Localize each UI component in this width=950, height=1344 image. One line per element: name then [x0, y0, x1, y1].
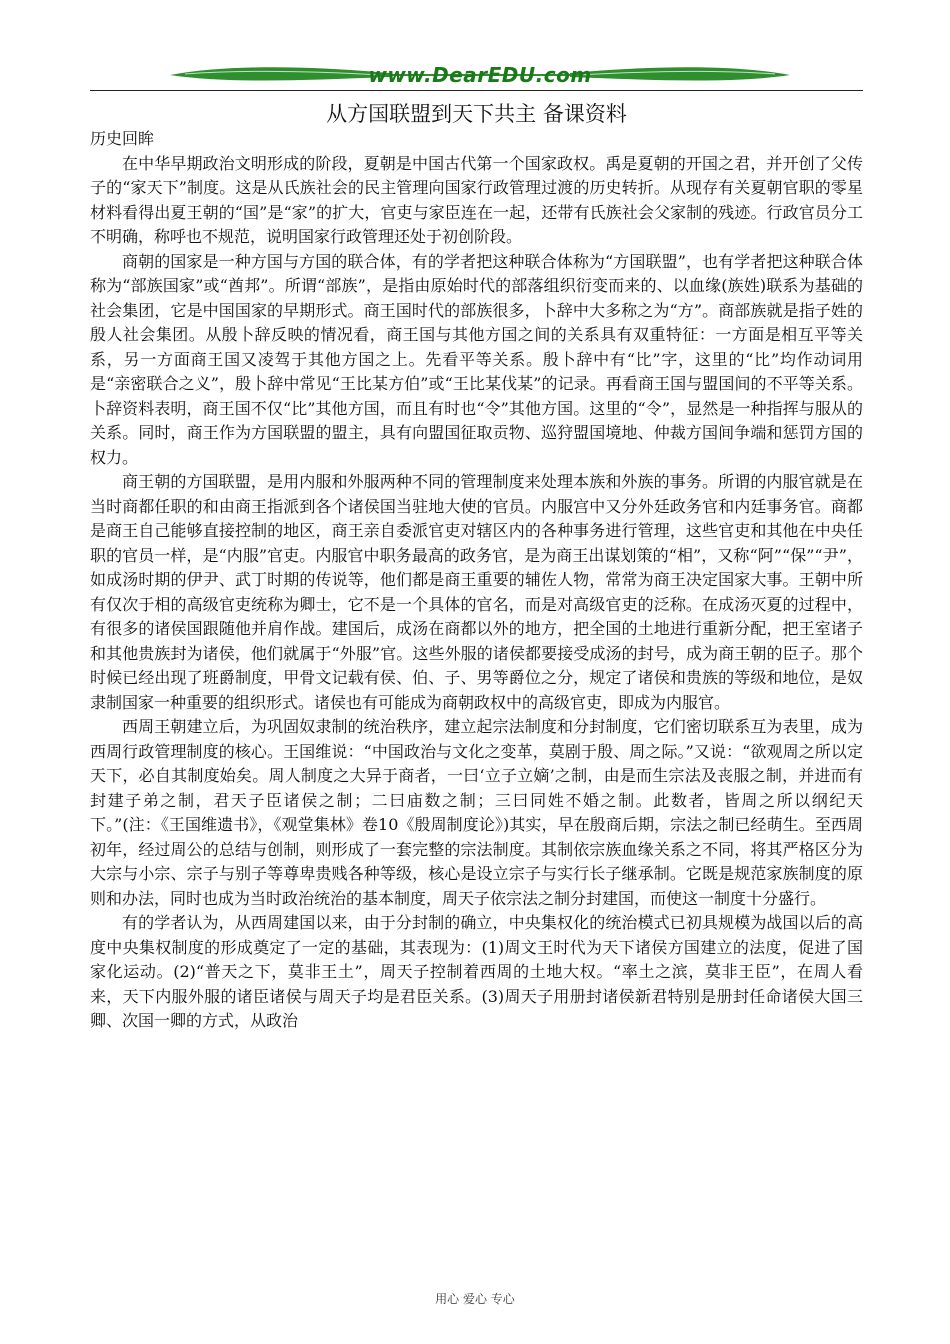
paragraph: 有的学者认为，从西周建国以来，由于分封制的确立，中央集权化的统治模式已初具规模为战国以后的高度中央集权制度的形成奠定了一定的基础，其表现为：(1)周文王时代为天下诸侯方国建立的法度，促进了国家化运动。(2)“普天之下，莫非王土”，周天子控制着西周的土地大权。“率土之滨，莫非王臣”，在周人看来，天下内服外服的诸臣诸侯与周天子均是君臣关系。(3)周天子用册封诸侯新君特别是册封任命诸侯大国三卿、次国一卿的方式，从政治	[90, 913, 863, 1030]
site-logo: www.DearEDU.com	[368, 63, 592, 87]
document-body	[90, 127, 863, 1034]
paragraph: 商朝的国家是一种方国与方国的联合体，有的学者把这种联合体称为“方国联盟”，也有学者把这种联合体称为“部族国家”或“酋邦”。所谓“部族”，是指由原始时代的部落组织衍变而来的、以血缘(族姓)联系为基础的社会集团，它是中国国家的早期形式。商王国时代的部族很多，卜辞中大多称之为“方”。商部族就是指子姓的殷人社会集团。从殷卜辞反映的情况看，商王国与其他方国之间的关系具有双重特征：一方面是相互平等关系，另一方面商王国又凌驾于其他方国之上。先看平等关系。殷卜辞中有“比”字，这里的“比”均作动词用是“亲密联合之义”，殷卜辞中常见“王比某方伯”或“王比某伐某”的记录。再看商王国与盟国间的不平等关系。卜辞资料表明，商王国不仅“比”其他方国，而且有时也“令”其他方国。这里的“令”，显然是一种指挥与服从的关系。同时，商王作为方国联盟的盟主，具有向盟国征取贡物、巡狩盟国境地、仲裁方国间争端和惩罚方国的权力。	[90, 251, 863, 467]
header-divider	[90, 90, 863, 91]
paragraph: 在中华早期政治文明形成的阶段，夏朝是中国古代第一个国家政权。禹是夏朝的开国之君，并开创了父传子的“家天下”制度。这是从氏族社会的民主管理向国家行政管理过渡的历史转折。从现存有关夏朝官职的零星材料看得出夏王朝的“国”是“家”的扩大，官吏与家臣连在一起，还带有氏族社会父家制的残迹。行政官员分工不明确，称呼也不规范，说明国家行政管理还处于初创阶段。	[90, 153, 863, 246]
paragraph: 商王朝的方国联盟，是用内服和外服两种不同的管理制度来处理本族和外族的事务。所谓的内服官就是在当时商都任职的和由商王指派到各个诸侯国当驻地大使的官员。内服宫中又分外廷政务官和内廷事务官。商都是商王自己能够直接控制的地区，商王亲自委派官吏对辖区内的各种事务进行管理，这些官吏和其他在中央任职的官员一样，是“内服”官吏。内服官中职务最高的政务官，是为商王出谋划策的“相”，又称“阿”“保”“尹”，如成汤时期的伊尹、武丁时期的传说等，他们都是商王重要的辅佐人物，常常为商王决定国家大事。王朝中所有仅次于相的高级官吏统称为卿士，它不是一个具体的官名，而是对高级官吏的泛称。在成汤灭夏的过程中，有很多的诸侯国跟随他并肩作战。建国后，成汤在商都以外的地方，把全国的土地进行重新分配，把王室诸子和其他贵族封为诸侯，他们就属于“外服”官。这些外服的诸侯都要接受成汤的封号，成为商王朝的臣子。那个时候已经出现了班爵制度，甲骨文记载有侯、伯、子、男等爵位之分，规定了诸侯和贵族的等级和地位，是奴隶制国家一种重要的组织形式。诸侯也有可能成为商朝政权中的高级官吏，即成为内服官。	[90, 472, 863, 712]
section-label: 历史回眸	[90, 129, 155, 148]
page-title: 从方国联盟到天下共主 备课资料	[326, 102, 627, 126]
site-header	[90, 62, 870, 88]
page-footer: 用心 爱心 专心	[435, 1292, 515, 1306]
paragraph: 西周王朝建立后，为巩固奴隶制的统治秩序，建立起宗法制度和分封制度，它们密切联系互为表里，成为西周行政管理制度的核心。王国维说：“中国政治与文化之变革，莫剧于殷、周之际。”又说：“欲观周之所以定天下，必自其制度始矣。周人制度之大异于商者，一曰‘立子立嫡’之制，由是而生宗法及丧服之制，并进而有封建子弟之制，君天子臣诸侯之制；二曰庙数之制；三曰同姓不婚之制。此数者，皆周之所以纲纪天下。”(注：《王国维遗书》，《观堂集林》卷10《殷周制度论》)其实，早在殷商后期，宗法之制已经萌生。至西周初年，经过周公的总结与创制，则形成了一套完整的宗法制度。其制依宗族血缘关系之不同，将其严格区分为大宗与小宗、宗子与别子等尊卑贵贱各种等级，核心是设立宗子与实行长子继承制。它既是规范家族制度的原则和办法，同时也成为当时政治统治的基本制度，周天子依宗法之制分封建国，而使这一制度十分盛行。	[90, 717, 863, 908]
